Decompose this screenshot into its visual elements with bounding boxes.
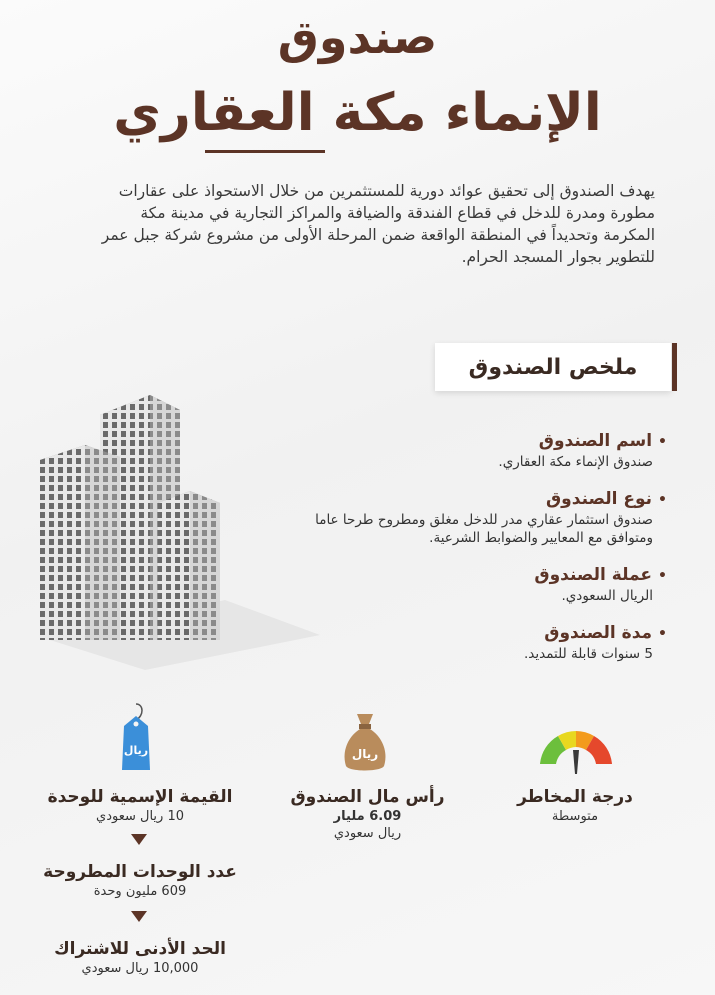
summary-item-label: اسم الصندوق — [538, 431, 653, 451]
stat-minimum-label: الحد الأدنى للاشتراك — [54, 939, 226, 959]
stat-capital-value: 6.09 مليار — [333, 809, 402, 824]
summary-item-value: صندوق الإنماء مكة العقاري. — [498, 454, 653, 470]
arrow-down-icon — [131, 911, 147, 922]
title-underline — [205, 150, 325, 153]
summary-item-value: 5 سنوات قابلة للتمديد. — [524, 646, 653, 662]
stat-capital-unit: ريال سعودي — [333, 826, 402, 841]
arrow-down-icon — [131, 834, 147, 845]
stat-capital-label: رأس مال الصندوق — [290, 787, 445, 807]
stat-units-value: 609 مليون وحدة — [93, 884, 187, 899]
summary-item-label: مدة الصندوق — [544, 623, 653, 643]
summary-item-value: صندوق استثمار عقاري مدر للدخل مغلق ومطروح طرحا عاما ومتوافق مع المعايير والضوابط الشرعية. — [315, 512, 653, 546]
stat-nominal — [35, 786, 245, 825]
summary-item-value: الريال السعودي. — [561, 588, 653, 604]
summary-list — [307, 430, 667, 680]
stat-units-label: عدد الوحدات المطروحة — [43, 862, 237, 882]
title-line-2: الإنماء مكة العقاري — [113, 83, 602, 143]
gauge-icon — [536, 728, 616, 776]
bullet-icon: • — [658, 626, 667, 642]
summary-heading-bar — [672, 343, 677, 391]
buildings-illustration — [30, 385, 330, 670]
summary-heading: ملخص الصندوق — [468, 354, 638, 380]
bullet-icon: • — [658, 492, 667, 508]
price-tag-text: ريال — [123, 744, 149, 757]
money-bag-text: ريال — [351, 747, 379, 761]
summary-heading-box — [435, 343, 671, 391]
bullet-icon: • — [658, 434, 667, 450]
stat-nominal-value: 10 ريال سعودي — [96, 809, 184, 824]
stat-risk-value: متوسطة — [551, 809, 599, 824]
stat-risk — [505, 786, 645, 825]
stat-nominal-label: القيمة الإسمية للوحدة — [47, 787, 233, 807]
summary-item-currency — [307, 564, 667, 605]
stat-minimum-value: 10,000 ريال سعودي — [81, 961, 199, 976]
summary-item-label: عملة الصندوق — [534, 565, 653, 585]
stat-units — [35, 861, 245, 900]
title-line-1: صندوق — [277, 10, 438, 64]
summary-item-name — [307, 430, 667, 471]
stat-minimum — [35, 938, 245, 977]
summary-item-label: نوع الصندوق — [545, 489, 653, 509]
stat-capital — [290, 786, 445, 842]
price-tag-icon — [114, 702, 158, 774]
bullet-icon: • — [658, 568, 667, 584]
money-bag-icon — [340, 710, 390, 774]
intro-paragraph: يهدف الصندوق إلى تحقيق عوائد دورية للمستثمرين من خلال الاستحواذ على عقارات مطورة ومدرة للدخل في قطاع الفندقة والضيافة والمراكز التجارية في مدينة مكة المكرمة وتحديداً في المنطقة الواقعة ضمن المرحلة الأولى من مشروع شركة جبل عمر للتطوير بجوار المسجد الحرام. — [101, 182, 655, 266]
summary-item-type — [307, 488, 667, 547]
stat-risk-label: درجة المخاطر — [517, 787, 633, 807]
summary-item-duration — [307, 622, 667, 663]
